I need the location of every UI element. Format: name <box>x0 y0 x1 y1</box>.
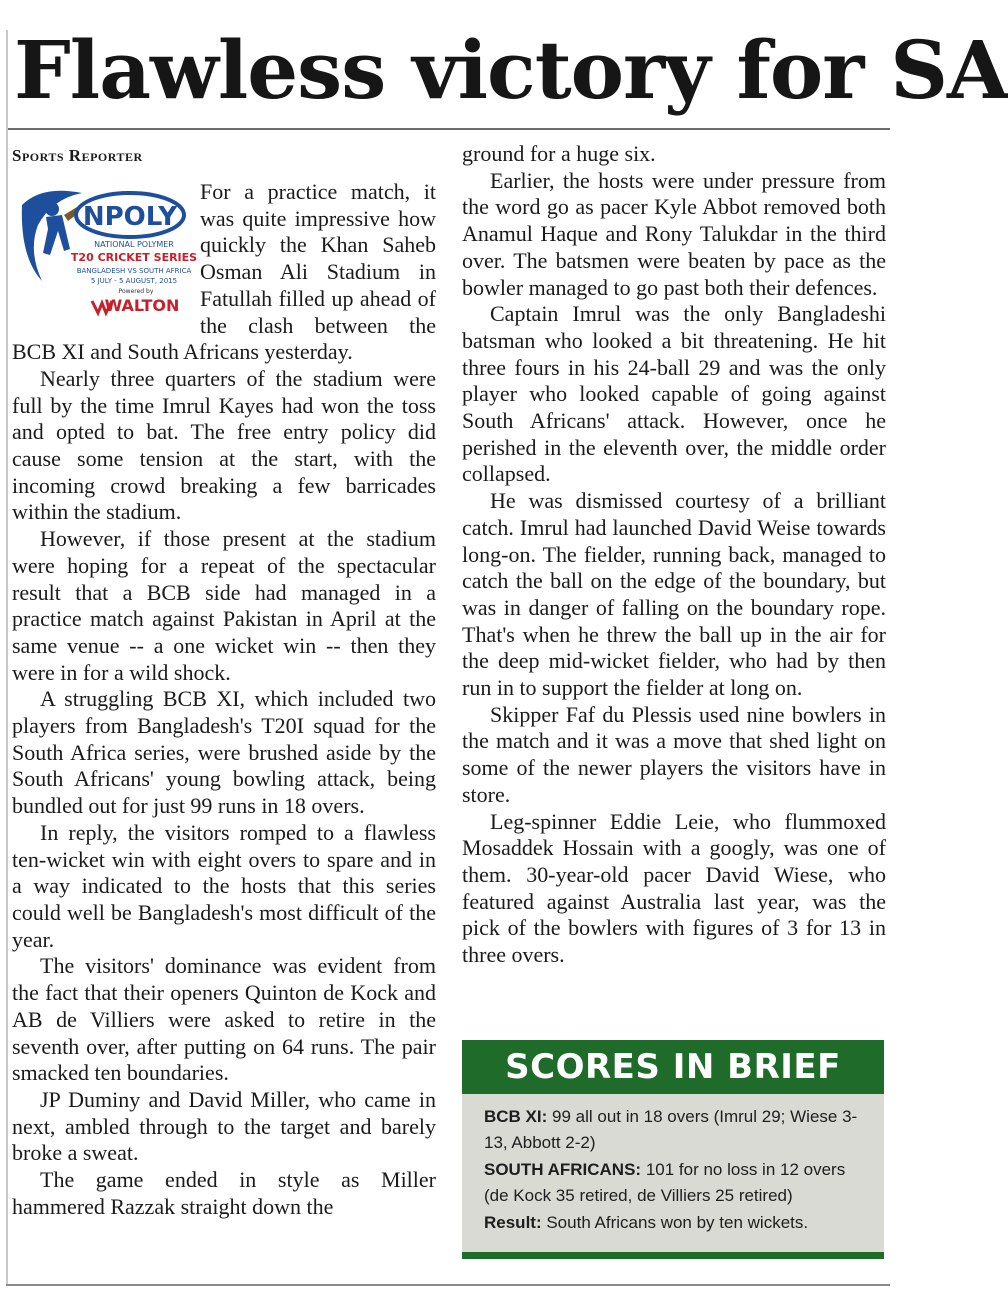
headline: Flawless victory for SA <box>14 23 1008 117</box>
paragraph: Leg-spinner Eddie Leie, who flummoxed Mosaddek Hossain with a googly, was one of them. 30-year-old pacer David Wiese, who featured against Australia last year, was the pick of the bowlers with figures of 3 for 13 in three overs. <box>462 808 886 968</box>
logo-sub: NATIONAL POLYMER <box>94 240 174 249</box>
paragraph: Earlier, the hosts were under pressure from the word go as pacer Kyle Abbot removed both Anamul Haque and Rony Talukdar in the third over. The batsmen were beaten by pace as the bowler managed to go past both their defences. <box>462 167 886 300</box>
logo-brand: NPOLY <box>82 202 178 232</box>
logo-powered: Powered by <box>118 288 154 295</box>
paragraph: He was dismissed courtesy of a brilliant catch. Imrul had launched David Weise towards long-on. The fielder, running back, managed to catch the ball on the edge of the boundary, but was in danger of falling on the boundary rope. That's when he threw the ball up in the air for the deep mid-wicket fielder, who had by then run in to support the fielder at long on. <box>462 488 886 701</box>
headline-rule <box>8 128 890 130</box>
score-label-result: Result: <box>484 1212 542 1232</box>
paragraph: The visitors' dominance was evident from the fact that their openers Quinton de Kock and AB de Villiers were asked to retire in the seventh over, after putting on 64 runs. The pair smacked ten boundaries. <box>12 953 436 1086</box>
bottom-rule <box>6 1284 890 1286</box>
paragraph: Nearly three quarters of the stadium were full by the time Imrul Kayes had won the toss and opted to bat. The free entry policy did cause some tension at the start, with the incoming crowd breaking a few barricades within the stadium. <box>12 365 436 525</box>
paragraph: A struggling BCB XI, which included two players from Bangladesh's T20I squad for the South Africa series, were brushed aside by the South Africans' young bowling attack, being bundled out for just 99 runs in 18 overs. <box>12 686 436 819</box>
batsman-body <box>43 215 70 255</box>
logo-sponsor: WALTON <box>104 296 180 315</box>
paragraph: JP Duminy and David Miller, who came in next, ambled through to the target and barely broke a sweat. <box>12 1086 436 1166</box>
paragraph: Captain Imrul was the only Bangladeshi batsman who looked a bit threatening. He hit three fours in his 24-ball 29 and was the only player who looked capable of going against South Africans' attack. However, once he perished in the eleventh over, the middle order collapsed. <box>462 301 886 487</box>
paragraph: Skipper Faf du Plessis used nine bowlers in the match and it was a move that shed light on some of the newer players the visitors have in store. <box>462 701 886 807</box>
paragraph: However, if those present at the stadium were hoping for a repeat of the spectacular result that a BCB side had managed in a practice match against Pakistan in April at the same venue -- a one wicket win -- then they were in for a wild shock. <box>12 526 436 685</box>
score-text-sa: 101 for no loss in 12 overs (de Kock 35 retired, de Villiers 25 retired) <box>484 1159 846 1206</box>
paragraph: In reply, the visitors romped to a flawless ten-wicket win with eight overs to spare and in a way indicated to the hosts that this series could well be Bangladesh's most difficult of the year. <box>12 819 436 952</box>
score-text-bcb: 99 all out in 18 overs (Imrul 29; Wiese 3-13, Abbott 2-2) <box>484 1107 858 1153</box>
logo-dates: 5 JULY - 5 AUGUST, 2015 <box>90 277 178 285</box>
logo-series: T20 CRICKET SERIES <box>70 251 198 264</box>
score-line-result <box>484 1210 872 1236</box>
article-column-1 <box>12 141 436 1220</box>
series-logo <box>12 185 198 321</box>
paragraph: ground for a huge six. <box>462 141 656 166</box>
score-line-sa <box>484 1157 872 1210</box>
paragraph: The game ended in style as Miller hammered Razzak straight down the <box>12 1167 436 1219</box>
scores-in-brief-box <box>462 1040 884 1259</box>
scores-body <box>462 1094 884 1236</box>
score-text-result: South Africans won by ten wickets. <box>541 1212 809 1232</box>
article-column-2 <box>462 141 886 969</box>
left-margin-rule <box>6 30 8 1285</box>
paragraph: For a practice match, it was quite impressive how quickly the Khan Saheb Osman Ali Stadium in Fatullah filled up ahead of the clash between the BCB XI and South Africans yesterday. <box>12 179 436 365</box>
scores-title: SCORES IN BRIEF <box>462 1040 884 1094</box>
batsman-head <box>45 202 59 216</box>
series-logo-graphic <box>12 185 198 321</box>
score-line-bcb <box>484 1104 872 1157</box>
score-label-sa: SOUTH AFRICANS: <box>484 1159 642 1179</box>
score-label-bcb: BCB XI: <box>484 1107 548 1126</box>
logo-matchup: BANGLADESH VS SOUTH AFRICA <box>76 267 192 275</box>
byline: Sports Reporter <box>12 146 143 165</box>
